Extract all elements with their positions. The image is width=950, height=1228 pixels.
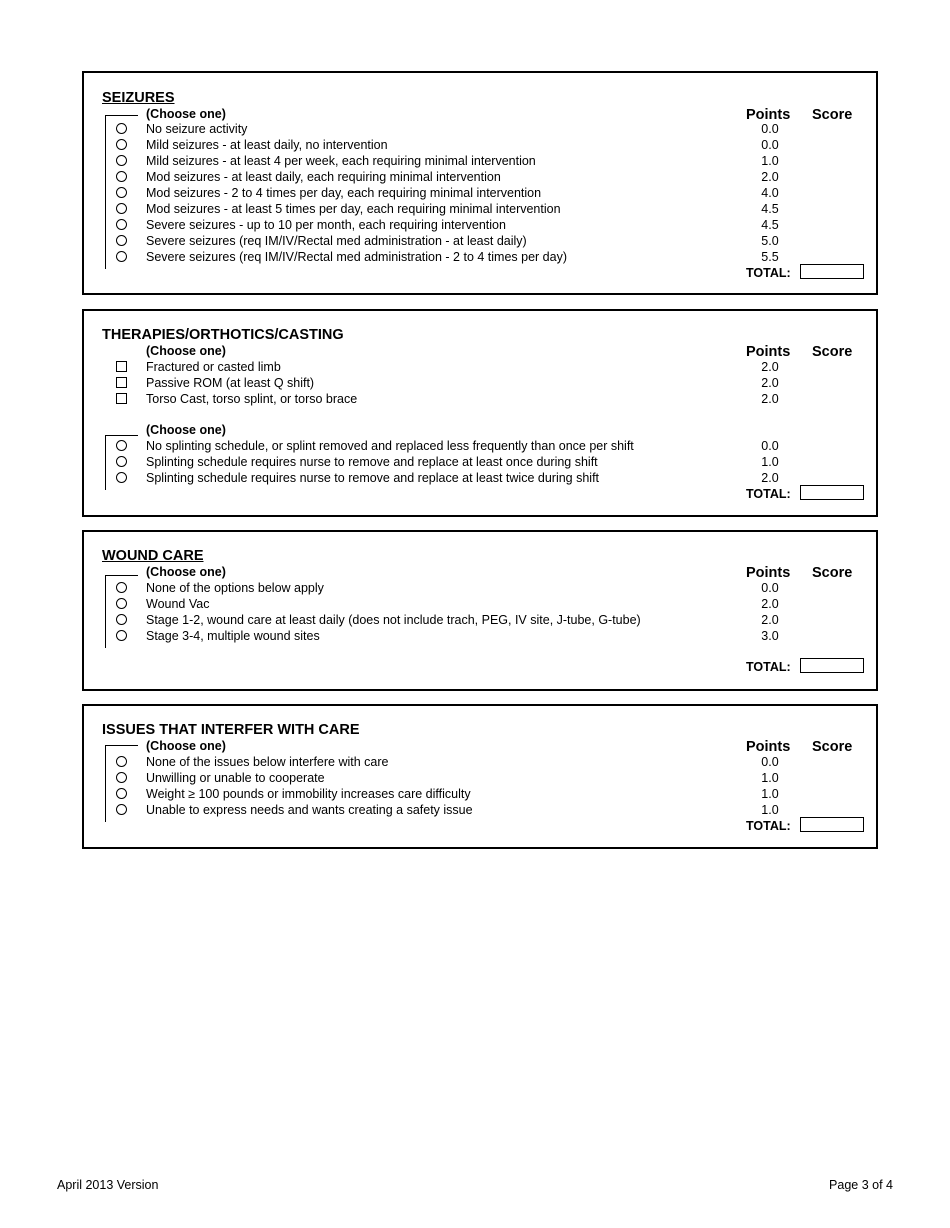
- option-label: Weight ≥ 100 pounds or immobility increases care difficulty: [146, 787, 471, 801]
- version-label: April 2013 Version: [57, 1178, 159, 1192]
- option-label: Stage 1-2, wound care at least daily (does not include trach, PEG, IV site, J-tube, G-tube): [146, 613, 641, 627]
- option-row[interactable]: [84, 359, 876, 375]
- radio-button[interactable]: [116, 630, 127, 641]
- option-points: 1.0: [761, 154, 779, 168]
- radio-button[interactable]: [116, 772, 127, 783]
- option-row[interactable]: [84, 153, 876, 169]
- option-row[interactable]: [84, 786, 876, 802]
- option-row[interactable]: [84, 249, 876, 265]
- option-points: 1.0: [761, 803, 779, 817]
- section-title: SEIZURES: [102, 90, 175, 106]
- score-total-field[interactable]: [800, 817, 864, 832]
- choose-one-label: (Choose one): [146, 107, 226, 121]
- option-label: None of the options below apply: [146, 581, 324, 595]
- radio-button[interactable]: [116, 472, 127, 483]
- radio-button[interactable]: [116, 235, 127, 246]
- option-row[interactable]: [84, 217, 876, 233]
- option-points: 4.5: [761, 218, 779, 232]
- option-label: Fractured or casted limb: [146, 360, 281, 374]
- option-row[interactable]: [84, 612, 876, 628]
- points-header: Points: [746, 565, 791, 581]
- option-points: 1.0: [761, 787, 779, 801]
- option-points: 5.0: [761, 234, 779, 248]
- radio-button[interactable]: [116, 598, 127, 609]
- option-row[interactable]: [84, 454, 876, 470]
- choose-one-label: (Choose one): [146, 423, 226, 437]
- option-label: Mild seizures - at least daily, no intervention: [146, 138, 388, 152]
- option-label: No splinting schedule, or splint removed and replaced less frequently than once per shift: [146, 439, 634, 453]
- choose-one-label: (Choose one): [146, 565, 226, 579]
- option-label: No seizure activity: [146, 122, 248, 136]
- score-total-field[interactable]: [800, 264, 864, 279]
- issues-section: [82, 704, 878, 849]
- score-header: Score: [812, 565, 853, 581]
- section-title: THERAPIES/ORTHOTICS/CASTING: [102, 327, 344, 343]
- option-points: 1.0: [761, 771, 779, 785]
- choose-one-label: (Choose one): [146, 344, 226, 358]
- option-label: Wound Vac: [146, 597, 210, 611]
- option-row[interactable]: [84, 628, 876, 644]
- option-row[interactable]: [84, 596, 876, 612]
- option-row[interactable]: [84, 137, 876, 153]
- score-total-field[interactable]: [800, 485, 864, 500]
- therapies-section: [82, 309, 878, 517]
- option-points: 1.0: [761, 455, 779, 469]
- radio-button[interactable]: [116, 251, 127, 262]
- points-header: Points: [746, 107, 791, 123]
- radio-button[interactable]: [116, 155, 127, 166]
- option-points: 0.0: [761, 755, 779, 769]
- option-label: Stage 3-4, multiple wound sites: [146, 629, 320, 643]
- option-row[interactable]: [84, 375, 876, 391]
- option-row[interactable]: [84, 391, 876, 407]
- option-row[interactable]: [84, 185, 876, 201]
- option-points: 4.0: [761, 186, 779, 200]
- option-row[interactable]: [84, 201, 876, 217]
- radio-button[interactable]: [116, 456, 127, 467]
- option-row[interactable]: [84, 580, 876, 596]
- option-row[interactable]: [84, 121, 876, 137]
- option-row[interactable]: [84, 770, 876, 786]
- score-total-field[interactable]: [800, 658, 864, 673]
- radio-button[interactable]: [116, 203, 127, 214]
- page-number: Page 3 of 4: [829, 1178, 893, 1192]
- section-title: ISSUES THAT INTERFER WITH CARE: [102, 722, 360, 738]
- radio-button[interactable]: [116, 139, 127, 150]
- option-row[interactable]: [84, 470, 876, 486]
- option-points: 2.0: [761, 613, 779, 627]
- option-points: 3.0: [761, 629, 779, 643]
- choose-one-label: (Choose one): [146, 739, 226, 753]
- option-points: 0.0: [761, 138, 779, 152]
- option-label: Mod seizures - at least daily, each requiring minimal intervention: [146, 170, 501, 184]
- option-label: Severe seizures (req IM/IV/Rectal med administration - 2 to 4 times per day): [146, 250, 567, 264]
- option-points: 5.5: [761, 250, 779, 264]
- radio-button[interactable]: [116, 440, 127, 451]
- radio-button[interactable]: [116, 187, 127, 198]
- points-header: Points: [746, 344, 791, 360]
- option-points: 0.0: [761, 122, 779, 136]
- option-label: Mod seizures - at least 5 times per day, each requiring minimal intervention: [146, 202, 561, 216]
- checkbox[interactable]: [116, 377, 127, 388]
- total-label: TOTAL:: [746, 660, 791, 674]
- option-label: Torso Cast, torso splint, or torso brace: [146, 392, 358, 406]
- score-header: Score: [812, 739, 853, 755]
- option-label: Severe seizures - up to 10 per month, each requiring intervention: [146, 218, 506, 232]
- score-header: Score: [812, 344, 853, 360]
- option-points: 4.5: [761, 202, 779, 216]
- option-points: 2.0: [761, 392, 779, 406]
- option-label: Splinting schedule requires nurse to remove and replace at least twice during shift: [146, 471, 600, 485]
- option-row[interactable]: [84, 233, 876, 249]
- radio-button[interactable]: [116, 582, 127, 593]
- option-points: 2.0: [761, 597, 779, 611]
- radio-button[interactable]: [116, 804, 127, 815]
- option-label: Mod seizures - 2 to 4 times per day, each requiring minimal intervention: [146, 186, 542, 200]
- option-points: 2.0: [761, 360, 779, 374]
- option-label: Splinting schedule requires nurse to remove and replace at least once during shift: [146, 455, 598, 469]
- option-row[interactable]: [84, 754, 876, 770]
- option-label: Unwilling or unable to cooperate: [146, 771, 325, 785]
- checkbox[interactable]: [116, 361, 127, 372]
- score-header: Score: [812, 107, 853, 123]
- section-title: WOUND CARE: [102, 548, 204, 564]
- option-label: Passive ROM (at least Q shift): [146, 376, 315, 390]
- radio-button[interactable]: [116, 219, 127, 230]
- radio-button[interactable]: [116, 171, 127, 182]
- radio-button[interactable]: [116, 123, 127, 134]
- option-points: 2.0: [761, 471, 779, 485]
- total-label: TOTAL:: [746, 819, 791, 833]
- option-row[interactable]: [84, 802, 876, 818]
- radio-button[interactable]: [116, 788, 127, 799]
- option-points: 2.0: [761, 376, 779, 390]
- option-row[interactable]: [84, 169, 876, 185]
- option-label: Mild seizures - at least 4 per week, each requiring minimal intervention: [146, 154, 536, 168]
- radio-button[interactable]: [116, 756, 127, 767]
- total-label: TOTAL:: [746, 487, 791, 501]
- checkbox[interactable]: [116, 393, 127, 404]
- seizures-section: [82, 71, 878, 295]
- option-points: 0.0: [761, 581, 779, 595]
- wound-care-section: [82, 530, 878, 691]
- option-label: Unable to express needs and wants creating a safety issue: [146, 803, 473, 817]
- option-label: None of the issues below interfere with care: [146, 755, 389, 769]
- option-row[interactable]: [84, 438, 876, 454]
- radio-button[interactable]: [116, 614, 127, 625]
- total-label: TOTAL:: [746, 266, 791, 280]
- points-header: Points: [746, 739, 791, 755]
- option-points: 0.0: [761, 439, 779, 453]
- option-points: 2.0: [761, 170, 779, 184]
- option-label: Severe seizures (req IM/IV/Rectal med administration - at least daily): [146, 234, 527, 248]
